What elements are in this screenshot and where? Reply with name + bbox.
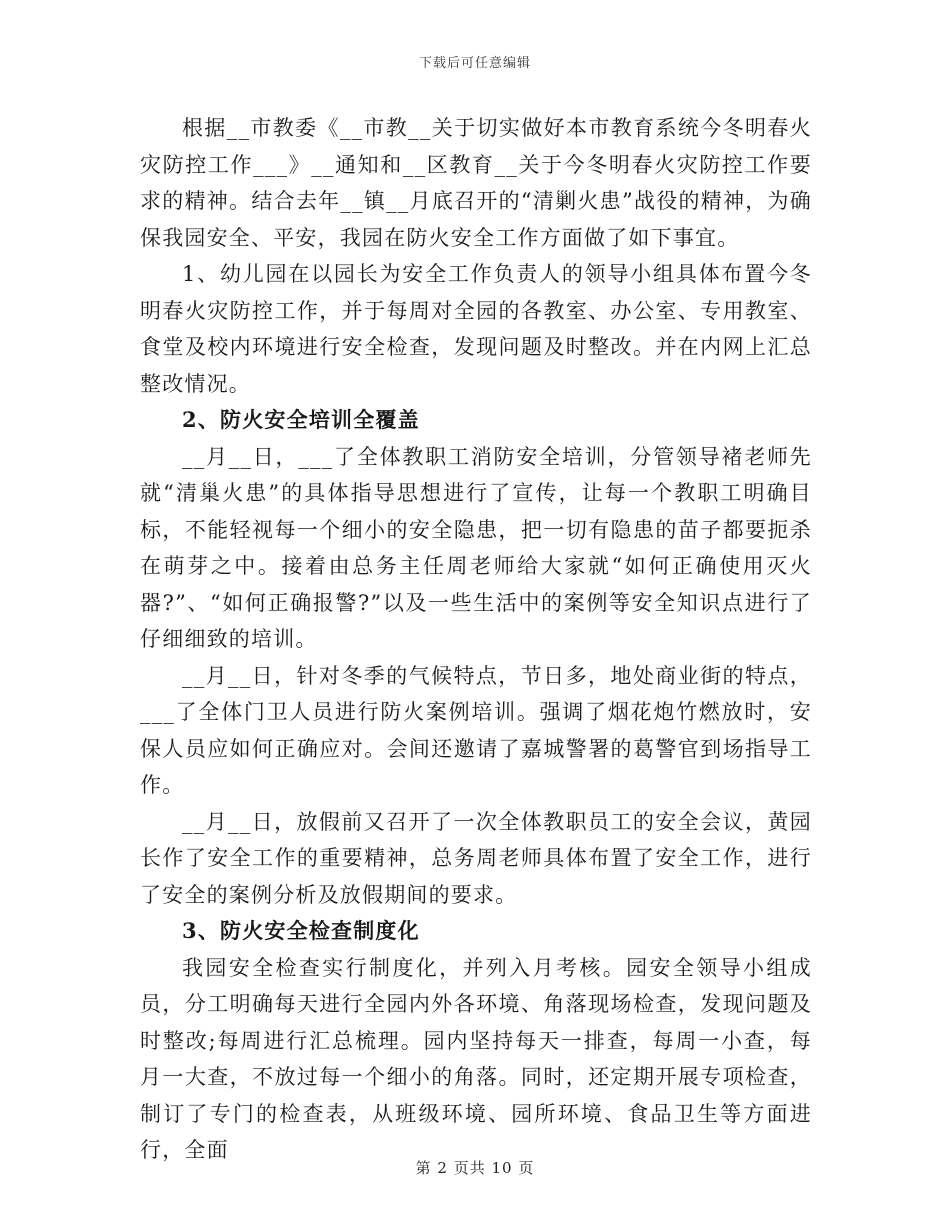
section-heading-inspection: 3、防火安全检查制度化 [182,918,420,943]
training-paragraph-3: __月__日，放假前又召开了一次全体教职员工的安全会议，黄园长作了安全工作的重要精神，总务周老师具体布置了安全工作，进行了安全的案例分析及放假期间的要求。 [140,809,812,907]
item-1-paragraph: 1、幼儿园在以园长为安全工作负责人的领导小组具体布置今冬明春火灾防控工作，并于每周对全园的各教室、办公室、专用教室、食堂及校内环境进行安全检查，发现问题及时整改。并在内网上汇总整改情况。 [140,262,812,396]
inspection-paragraph: 我园安全检查实行制度化，并列入月考核。园安全领导小组成员，分工明确每天进行全园内外各环境、角落现场检查，发现问题及时整改;每周进行汇总梳理。园内坚持每天一排查，每周一小查，每月一大查，不放过每一个细小的角落。同时，还定期开展专项检查，制订了专门的检查表，从班级环境、园所环境、食品卫生等方面进行，全面 [140,955,812,1162]
training-paragraph-1: __月__日，___了全体教职工消防安全培训，分管领导褚老师先就“清巢火患”的具体指导思想进行了宣传，让每一个教职工明确目标，不能轻视每一个细小的安全隐患，把一切有隐患的苗子都要扼杀在萌芽之中。接着由总务主任周老师给大家就“如何正确使用灭火器?”、“如何正确报警?”以及一些生活中的案例等安全知识点进行了仔细细致的培训。 [140,444,812,651]
section-heading-training: 2、防火安全培训全覆盖 [182,407,420,432]
page-header-note: 下载后可任意编辑 [418,56,531,71]
intro-paragraph: 根据__市教委《__市教__关于切实做好本市教育系统今冬明春火灾防控工作___》__通知和__区教育__关于今冬明春火灾防控工作要求的精神。结合去年__镇__月底召开的“清剿火患”战役的精神，为确保我园安全、平安，我园在防火安全工作方面做了如下事宜。 [140,116,812,250]
document-body [140,110,812,1169]
training-paragraph-2: __月__日，针对冬季的气候特点，节日多，地处商业街的特点，___了全体门卫人员进行防火案例培训。强调了烟花炮竹燃放时，安保人员应如何正确应对。会间还邀请了嘉城警署的葛警官到场指导工作。 [140,663,812,797]
page-number: 第 2 页共 10 页 [415,1159,535,1177]
